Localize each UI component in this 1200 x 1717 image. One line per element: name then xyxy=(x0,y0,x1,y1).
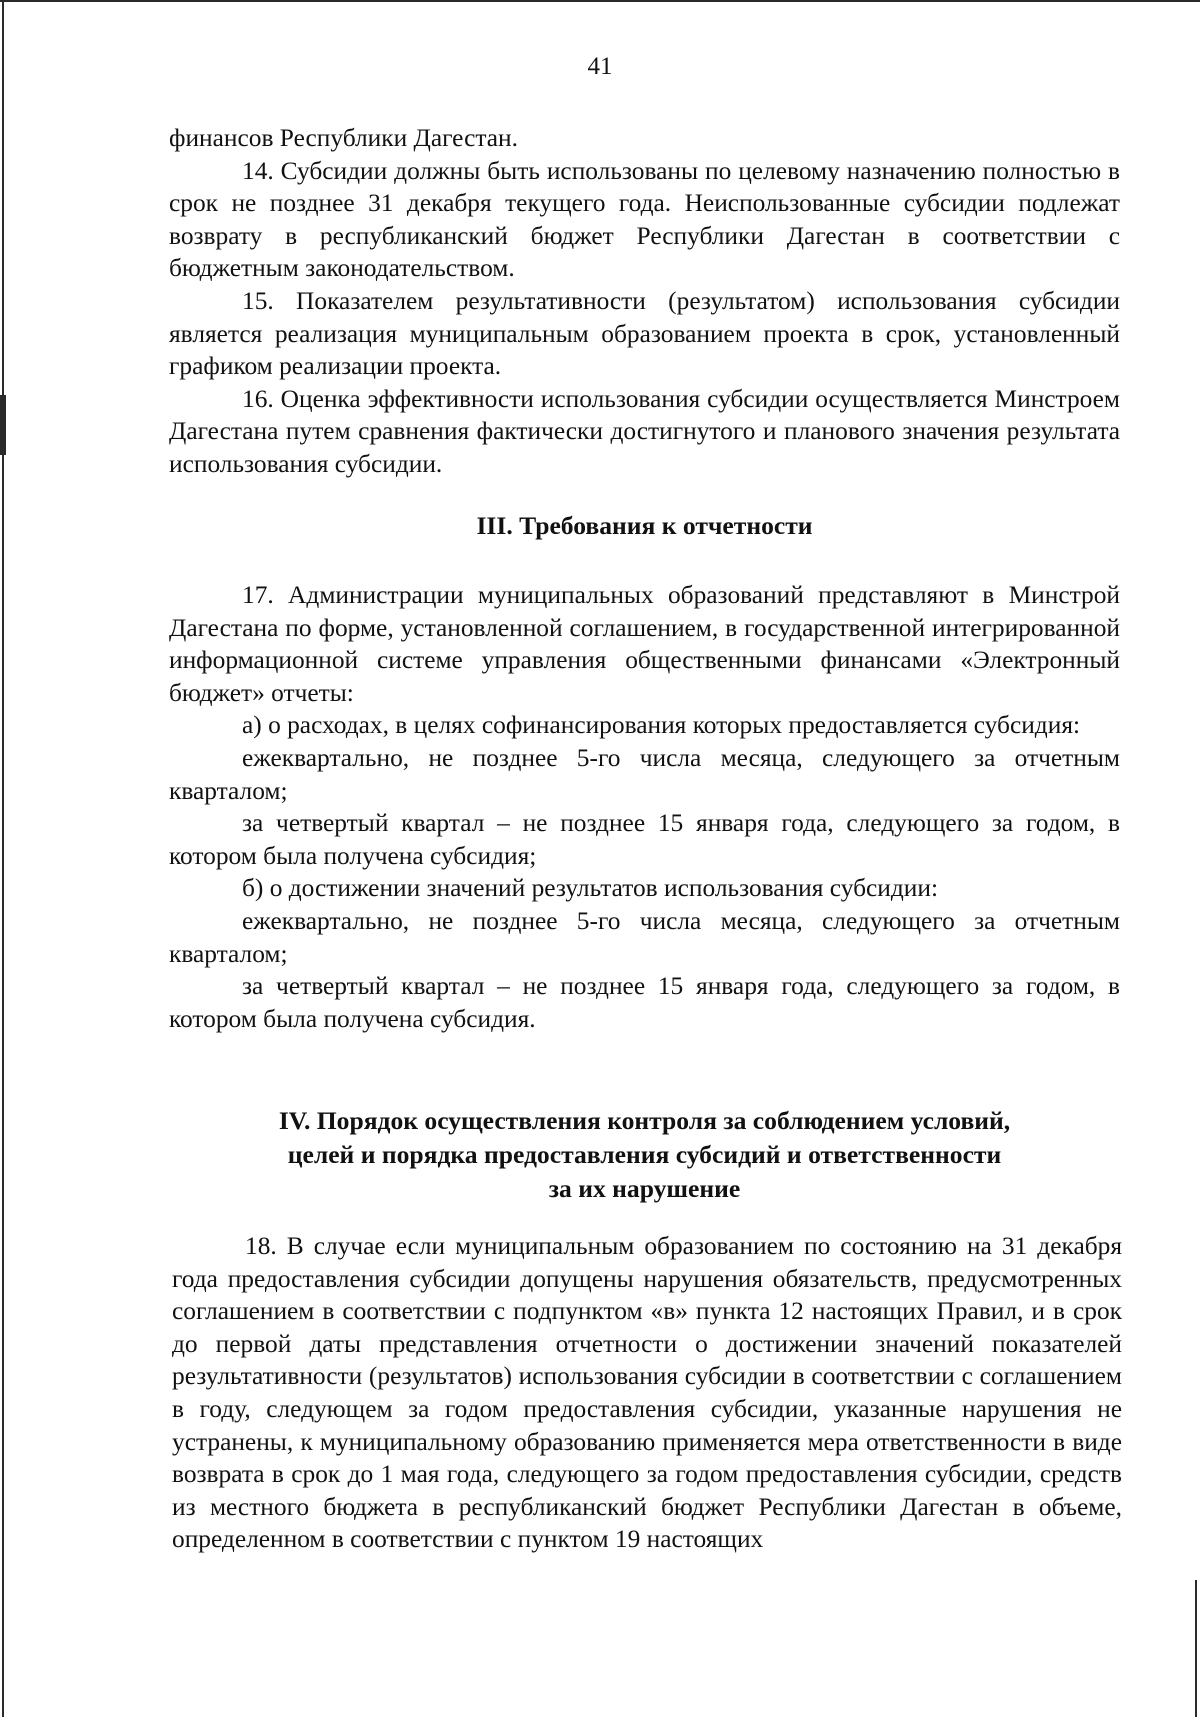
paragraph-14: 14. Субсидии должны быть использованы по целевому назначению полностью в срок не позднее 31 декабря текущего года. Неиспользованные субсидии подлежат возврату в республиканский бюджет Республики Дагестан в соответствии с бюджетным законодательством. xyxy=(169,156,1120,283)
text-block-section-iv xyxy=(172,1230,1122,1556)
paragraph-17-b-fourth-quarter: за четвертый квартал – не позднее 15 января года, следующего за годом, в котором была получена субсидия. xyxy=(169,972,1120,1033)
section-heading-iv-line-2: целей и порядка предоставления субсидий и ответственности xyxy=(287,1140,1002,1169)
paragraph-15: 15. Показателем результативности (результатом) использования субсидии является реализация муниципальным образованием проекта в срок, установленный графиком реализации проекта. xyxy=(169,286,1120,381)
page-number: 41 xyxy=(587,53,613,80)
section-heading-iii: III. Требования к отчетности xyxy=(476,511,813,540)
paragraph-18: 18. В случае если муниципальным образованием по состоянию на 31 декабря года предоставления субсидии допущены нарушения обязательств, предусмотренных соглашением в соответствии с подпунктом «в» пункта 12 настоящих Правил, и в срок до первой даты представления отчетности о достижении значений показателей результативности (результатов) использования субсидии в соответствии с соглашением в году, следующем за годом предоставления субсидии, указанные нарушения не устранены, к муниципальному образованию применяется мера ответственности в виде возврата в срок до 1 мая года, следующего за годом предоставления субсидии, средств из местного бюджета в республиканский бюджет Республики Дагестан в объеме, определенном в соответствии с пунктом 19 настоящих xyxy=(172,1232,1122,1554)
scan-edge-top xyxy=(0,0,1200,2)
section-heading-iv-line-3: за их нарушение xyxy=(548,1174,741,1203)
paragraph-17-a: а) о расходах, в целях софинансирования которых предоставляется субсидия: xyxy=(242,711,1081,740)
paragraph-17: 17. Администрации муниципальных образований представляют в Минстрой Дагестана по форме, установленной соглашением, в государственной интегрированной информационной системе управления общественными финансами «Электронный бюджет» отчеты: xyxy=(169,581,1120,707)
section-heading-iv xyxy=(169,1104,1120,1206)
paragraph-17-b: б) о достижении значений результатов использования субсидии: xyxy=(242,874,938,903)
text-block-section-iii xyxy=(169,579,1120,1035)
paragraph-16: 16. Оценка эффективности использования субсидии осуществляется Минстроем Дагестана путем сравнения фактически достигнутого и планового значения результата использования субсидии. xyxy=(169,384,1120,478)
text-block-paragraphs-14-16 xyxy=(169,122,1120,481)
paragraph-17-a-fourth-quarter: за четвертый квартал – не позднее 15 января года, следующего за годом, в котором была получена субсидия; xyxy=(169,809,1120,870)
paragraph-17-b-quarterly: ежеквартально, не позднее 5-го числа месяца, следующего за отчетным кварталом; xyxy=(169,906,1120,968)
paragraph-continuation: финансов Республики Дагестан. xyxy=(169,124,518,152)
scan-edge-right xyxy=(1195,1580,1197,1717)
section-heading-iv-line-1: IV. Порядок осуществления контроля за соблюдением условий, xyxy=(278,1106,1011,1135)
scan-edge-left xyxy=(2,0,4,1717)
scan-edge-mark xyxy=(0,395,6,455)
paragraph-17-a-quarterly: ежеквартально, не позднее 5-го числа месяца, следующего за отчетным кварталом; xyxy=(169,743,1120,805)
